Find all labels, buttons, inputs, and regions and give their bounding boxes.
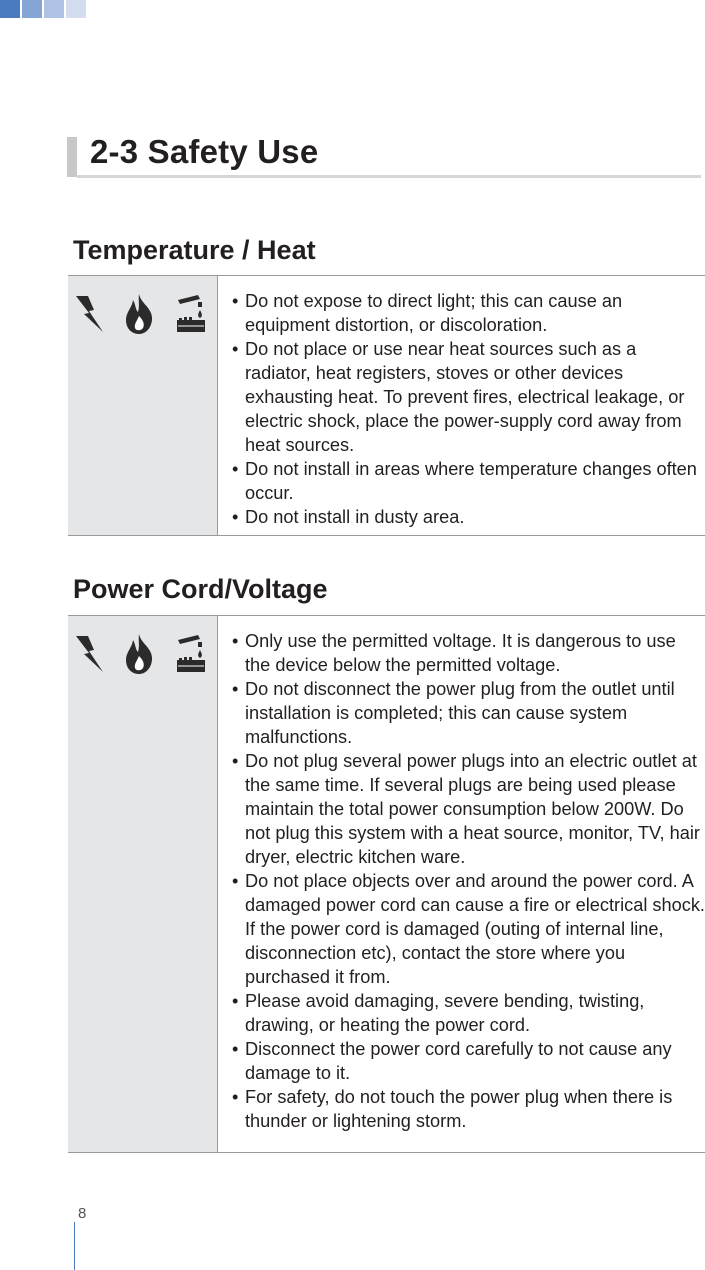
chapter-rule	[77, 175, 701, 178]
section-title-temperature: Temperature / Heat	[73, 235, 316, 265]
list-item: • Do not plug several power plugs into an electric outlet at the same time. If several plugs are being used please maintain the total power consumption below 200W. Do not plug this system with a heat source, monitor, TV, hair dryer, electric kitchen ware.	[231, 749, 705, 869]
list-item: • Do not expose to direct light; this can cause an equipment distortion, or discoloration.	[231, 289, 705, 337]
bullet-list	[231, 289, 705, 529]
list-item: • Do not disconnect the power plug from the outlet until installation is completed; this can cause system malfunctions.	[231, 677, 705, 749]
fire-icon	[122, 632, 156, 676]
corner-block	[22, 0, 42, 18]
icon-column	[68, 616, 218, 1152]
list-item: • Disconnect the power cord carefully to not cause any damage to it.	[231, 1037, 705, 1085]
page-marker-line	[74, 1222, 75, 1270]
list-item: • Do not install in dusty area.	[231, 505, 705, 529]
electric-shock-icon	[74, 632, 106, 676]
list-item: • Only use the permitted voltage. It is dangerous to use the device below the permitted voltage.	[231, 629, 705, 677]
list-item: • Do not place objects over and around the power cord. A damaged power cord can cause a fire or electrical shock. If the power cord is damaged (outing of internal line, disconnection etc), contact the store where you purchased it from.	[231, 869, 705, 989]
icon-column	[68, 276, 218, 535]
hazard-icons	[74, 292, 208, 336]
corrosion-hazard-icon	[174, 292, 208, 336]
list-item: • For safety, do not touch the power plug when there is thunder or lightening storm.	[231, 1085, 705, 1133]
section-panel-temperature	[68, 275, 705, 536]
corrosion-hazard-icon	[174, 632, 208, 676]
corner-decoration	[0, 0, 88, 18]
bullet-list	[231, 629, 705, 1133]
corner-block	[44, 0, 64, 18]
chapter-heading	[67, 133, 701, 179]
page-number: 8	[78, 1205, 87, 1222]
chapter-title: 2-3 Safety Use	[90, 133, 319, 170]
corner-block	[0, 0, 20, 18]
hazard-icons	[74, 632, 208, 676]
list-item: • Do not install in areas where temperature changes often occur.	[231, 457, 705, 505]
list-item: • Please avoid damaging, severe bending, twisting, drawing, or heating the power cord.	[231, 989, 705, 1037]
fire-icon	[122, 292, 156, 336]
section-panel-power-cord	[68, 615, 705, 1153]
electric-shock-icon	[74, 292, 106, 336]
section-title-power-cord: Power Cord/Voltage	[73, 574, 328, 604]
corner-block	[66, 0, 86, 18]
chapter-bar	[67, 137, 77, 177]
list-item: • Do not place or use near heat sources such as a radiator, heat registers, stoves or other devices exhausting heat. To prevent fires, electrical leakage, or electric shock, place the power-supply cord away from heat sources.	[231, 337, 705, 457]
